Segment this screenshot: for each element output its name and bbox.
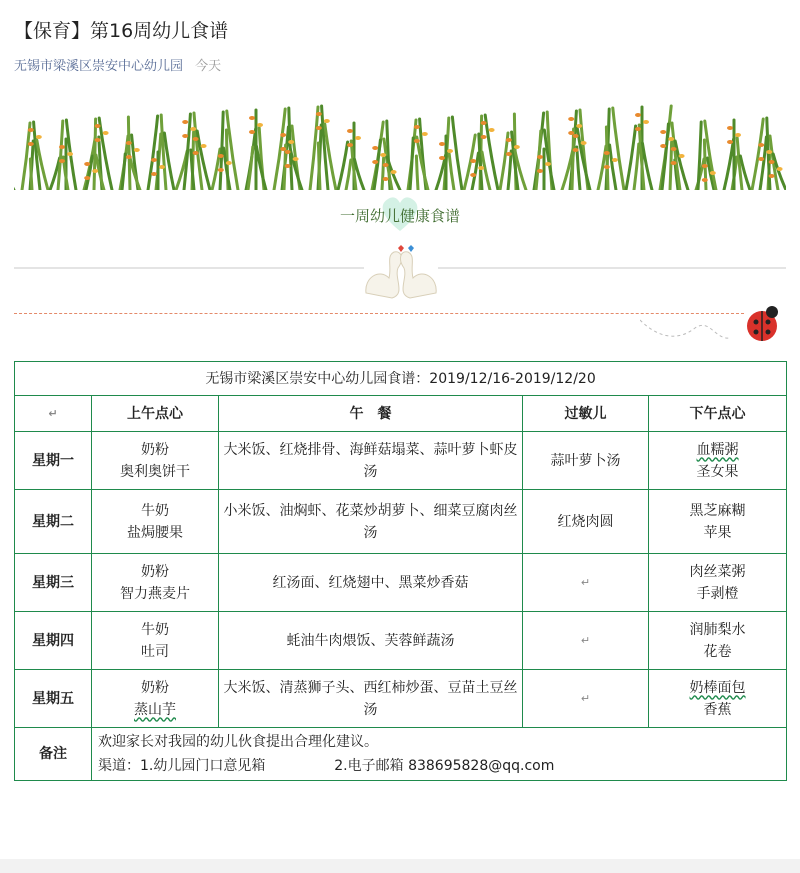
grain-dot: [545, 162, 551, 166]
grain-dot: [537, 155, 543, 159]
grain-dot: [660, 144, 666, 148]
grain-dot: [193, 151, 199, 155]
grain-dot: [671, 147, 677, 151]
grass-blade: [572, 129, 574, 190]
table-row: [15, 670, 787, 728]
publish-date: 今天: [195, 59, 222, 74]
grain-dot: [193, 137, 199, 141]
note-line-1: 欢迎家长对我园的幼儿伙食提出合理化建议。: [98, 734, 378, 750]
grain-dot: [727, 140, 733, 144]
grain-dot: [249, 116, 255, 120]
lunch-cell: 红汤面、红烧翅中、黑菜炒香菇: [219, 554, 523, 612]
grain-dot: [537, 169, 543, 173]
table-caption-row: [15, 362, 787, 396]
weekly-menu-table: [14, 361, 787, 781]
grain-dot: [735, 133, 741, 137]
grain-dot: [581, 141, 587, 145]
grain-dot: [635, 113, 641, 117]
bottom-bar: [0, 859, 800, 873]
grain-dot: [151, 158, 157, 162]
corner-cell: ↵: [15, 396, 92, 432]
am-snack-cell: 奶粉 奥利奥饼干: [92, 432, 219, 490]
grain-dot: [660, 130, 666, 134]
grain-dot: [414, 125, 420, 129]
grain-dot: [285, 164, 291, 168]
grain-dot: [777, 167, 783, 171]
am-snack-cell: 奶粉 智力燕麦片: [92, 554, 219, 612]
allergy-cell: 蒜叶萝卜汤: [523, 432, 649, 490]
grain-dot: [347, 143, 353, 147]
grass-blade: [472, 153, 478, 190]
grain-dot: [218, 154, 224, 158]
grass-blade: [606, 127, 608, 190]
grain-dot: [447, 149, 453, 153]
table-header-row: [15, 396, 787, 432]
grain-dot: [190, 127, 196, 131]
grain-dot: [635, 127, 641, 131]
grain-dot: [439, 142, 445, 146]
am-snack-cell: 奶粉 蒸山芋: [92, 670, 219, 728]
table-row: [15, 490, 787, 554]
grain-dot: [280, 147, 286, 151]
grass-blade: [310, 107, 318, 190]
grain-dot: [316, 112, 322, 116]
table-row: [15, 612, 787, 670]
table-row: [15, 432, 787, 490]
grass-blade: [410, 138, 413, 190]
grain-dot: [766, 150, 772, 154]
grain-dot: [481, 121, 487, 125]
day-label: 星期五: [15, 670, 92, 728]
grain-dot: [604, 165, 610, 169]
grass-blade: [634, 144, 639, 190]
grain-dot: [372, 160, 378, 164]
grain-dot: [159, 165, 165, 169]
grain-dot: [126, 141, 132, 145]
grain-dot: [604, 151, 610, 155]
grain-dot: [95, 124, 101, 128]
grain-dot: [59, 159, 65, 163]
grain-dot: [288, 140, 294, 144]
lunch-cell: 大米饭、清蒸狮子头、西红柿炒蛋、豆苗土豆丝汤: [219, 670, 523, 728]
pm-snack-cell: 奶棒面包 香蕉: [649, 670, 787, 728]
grain-dot: [103, 131, 109, 135]
grass-blade: [452, 117, 462, 190]
grass-blade: [318, 143, 320, 190]
day-label: 星期四: [15, 612, 92, 670]
grain-dot: [514, 145, 520, 149]
grain-dot: [758, 143, 764, 147]
am-snack-cell: 牛奶 盐焗腰果: [92, 490, 219, 554]
grass-blade: [382, 158, 384, 190]
grain-dot: [201, 144, 207, 148]
grain-dot: [67, 152, 73, 156]
header-pm-snack: 下午点心: [649, 396, 787, 432]
grass-blade: [58, 121, 63, 190]
grain-dot: [668, 137, 674, 141]
grain-dot: [568, 131, 574, 135]
grain-dot: [414, 139, 420, 143]
grass-blade: [30, 159, 32, 190]
grain-dot: [573, 148, 579, 152]
day-label: 星期三: [15, 554, 92, 612]
article-meta: [14, 55, 221, 74]
grain-dot: [489, 128, 495, 132]
allergy-cell: 红烧肉圆: [523, 490, 649, 554]
grain-dot: [671, 161, 677, 165]
grain-dot: [769, 174, 775, 178]
grain-dot: [59, 145, 65, 149]
grain-dot: [769, 160, 775, 164]
email-text: 2.电子邮箱 838695828@qq.com: [334, 758, 555, 774]
grain-dot: [391, 170, 397, 174]
grass-blade: [161, 115, 166, 190]
account-link[interactable]: 无锡市梁溪区崇安中心幼儿园: [14, 59, 184, 74]
grain-dot: [84, 162, 90, 166]
grain-dot: [84, 176, 90, 180]
note-label: 备注: [15, 728, 92, 781]
grain-dot: [28, 142, 34, 146]
grain-dot: [316, 126, 322, 130]
section-subheading: 一周幼儿健康食谱: [339, 207, 460, 225]
grain-dot: [285, 150, 291, 154]
grain-dot: [257, 123, 263, 127]
lunch-cell: 大米饭、红烧排骨、海鲜菇塌菜、蒜叶萝卜虾皮汤: [219, 432, 523, 490]
grass-blade: [698, 122, 701, 190]
day-label: 星期一: [15, 432, 92, 490]
grain-dot: [702, 178, 708, 182]
grass-blade: [536, 131, 541, 190]
grain-dot: [347, 129, 353, 133]
grain-dot: [573, 134, 579, 138]
swan-divider-illustration: [14, 238, 786, 308]
header-lunch: 午 餐: [219, 396, 523, 432]
allergy-cell: ↵: [523, 554, 649, 612]
grain-dot: [679, 154, 685, 158]
grain-dot: [643, 120, 649, 124]
allergy-cell: ↵: [523, 670, 649, 728]
grain-dot: [226, 161, 232, 165]
grass-blade: [610, 145, 616, 190]
grain-dot: [134, 148, 140, 152]
grass-blade: [122, 154, 125, 190]
lunch-cell: 小米饭、油焖虾、花菜炒胡萝卜、细菜豆腐肉丝汤: [219, 490, 523, 554]
grain-dot: [383, 163, 389, 167]
grain-dot: [470, 173, 476, 177]
grass-banner-illustration: [14, 95, 786, 190]
grain-dot: [478, 166, 484, 170]
article-title: 【保育】第16周幼儿食谱: [14, 20, 229, 42]
grain-dot: [372, 146, 378, 150]
grain-dot: [182, 134, 188, 138]
lunch-cell: 蚝油牛肉煨饭、芙蓉鲜蔬汤: [219, 612, 523, 670]
grain-dot: [576, 124, 582, 128]
grain-dot: [758, 157, 764, 161]
grass-blade: [416, 156, 418, 190]
grain-dot: [506, 138, 512, 142]
grain-dot: [470, 159, 476, 163]
grain-dot: [568, 117, 574, 121]
grain-dot: [383, 177, 389, 181]
grass-blade: [500, 133, 508, 190]
grain-dot: [218, 168, 224, 172]
note-text: [92, 728, 787, 781]
grass-blade: [508, 151, 511, 190]
grass-blade: [22, 123, 30, 190]
grass-blade: [449, 154, 454, 190]
grain-dot: [727, 126, 733, 130]
grain-dot: [612, 158, 618, 162]
note-line-2: 渠道：1.幼儿园门口意见箱 2.电子邮箱 838695828@qq.com: [98, 758, 555, 774]
allergy-cell: ↵: [523, 612, 649, 670]
grain-dot: [481, 135, 487, 139]
grain-dot: [702, 164, 708, 168]
grain-dot: [293, 157, 299, 161]
grain-dot: [95, 138, 101, 142]
table-caption: 无锡市梁溪区崇安中心幼儿园食谱：2019/12/16-2019/12/20: [15, 362, 787, 396]
grain-dot: [36, 135, 42, 139]
am-snack-cell: 牛奶 吐司: [92, 612, 219, 670]
grain-dot: [422, 132, 428, 136]
note-row: [15, 728, 787, 781]
grain-dot: [92, 169, 98, 173]
grain-dot: [324, 119, 330, 123]
grain-dot: [151, 172, 157, 176]
grain-dot: [506, 152, 512, 156]
day-label: 星期二: [15, 490, 92, 554]
table-row: [15, 554, 787, 612]
grain-dot: [710, 171, 716, 175]
header-allergy: 过敏儿: [523, 396, 649, 432]
ladybug-icon: [640, 300, 790, 355]
grain-dot: [380, 153, 386, 157]
grain-dot: [28, 128, 34, 132]
dotted-divider: [14, 313, 744, 314]
pm-snack-cell: 肉丝菜粥 手剥橙: [649, 554, 787, 612]
grain-dot: [249, 130, 255, 134]
pm-snack-cell: 血糯粥 圣女果: [649, 432, 787, 490]
grass-blade: [346, 160, 351, 190]
pm-snack-cell: 润肺梨水 花卷: [649, 612, 787, 670]
grass-blade: [577, 147, 580, 190]
grain-dot: [182, 120, 188, 124]
grain-dot: [280, 133, 286, 137]
header-am-snack: 上午点心: [92, 396, 219, 432]
grain-dot: [355, 136, 361, 140]
grass-blade: [482, 152, 490, 190]
grain-dot: [439, 156, 445, 160]
grain-dot: [126, 155, 132, 159]
pm-snack-cell: 黑芝麻糊 苹果: [649, 490, 787, 554]
